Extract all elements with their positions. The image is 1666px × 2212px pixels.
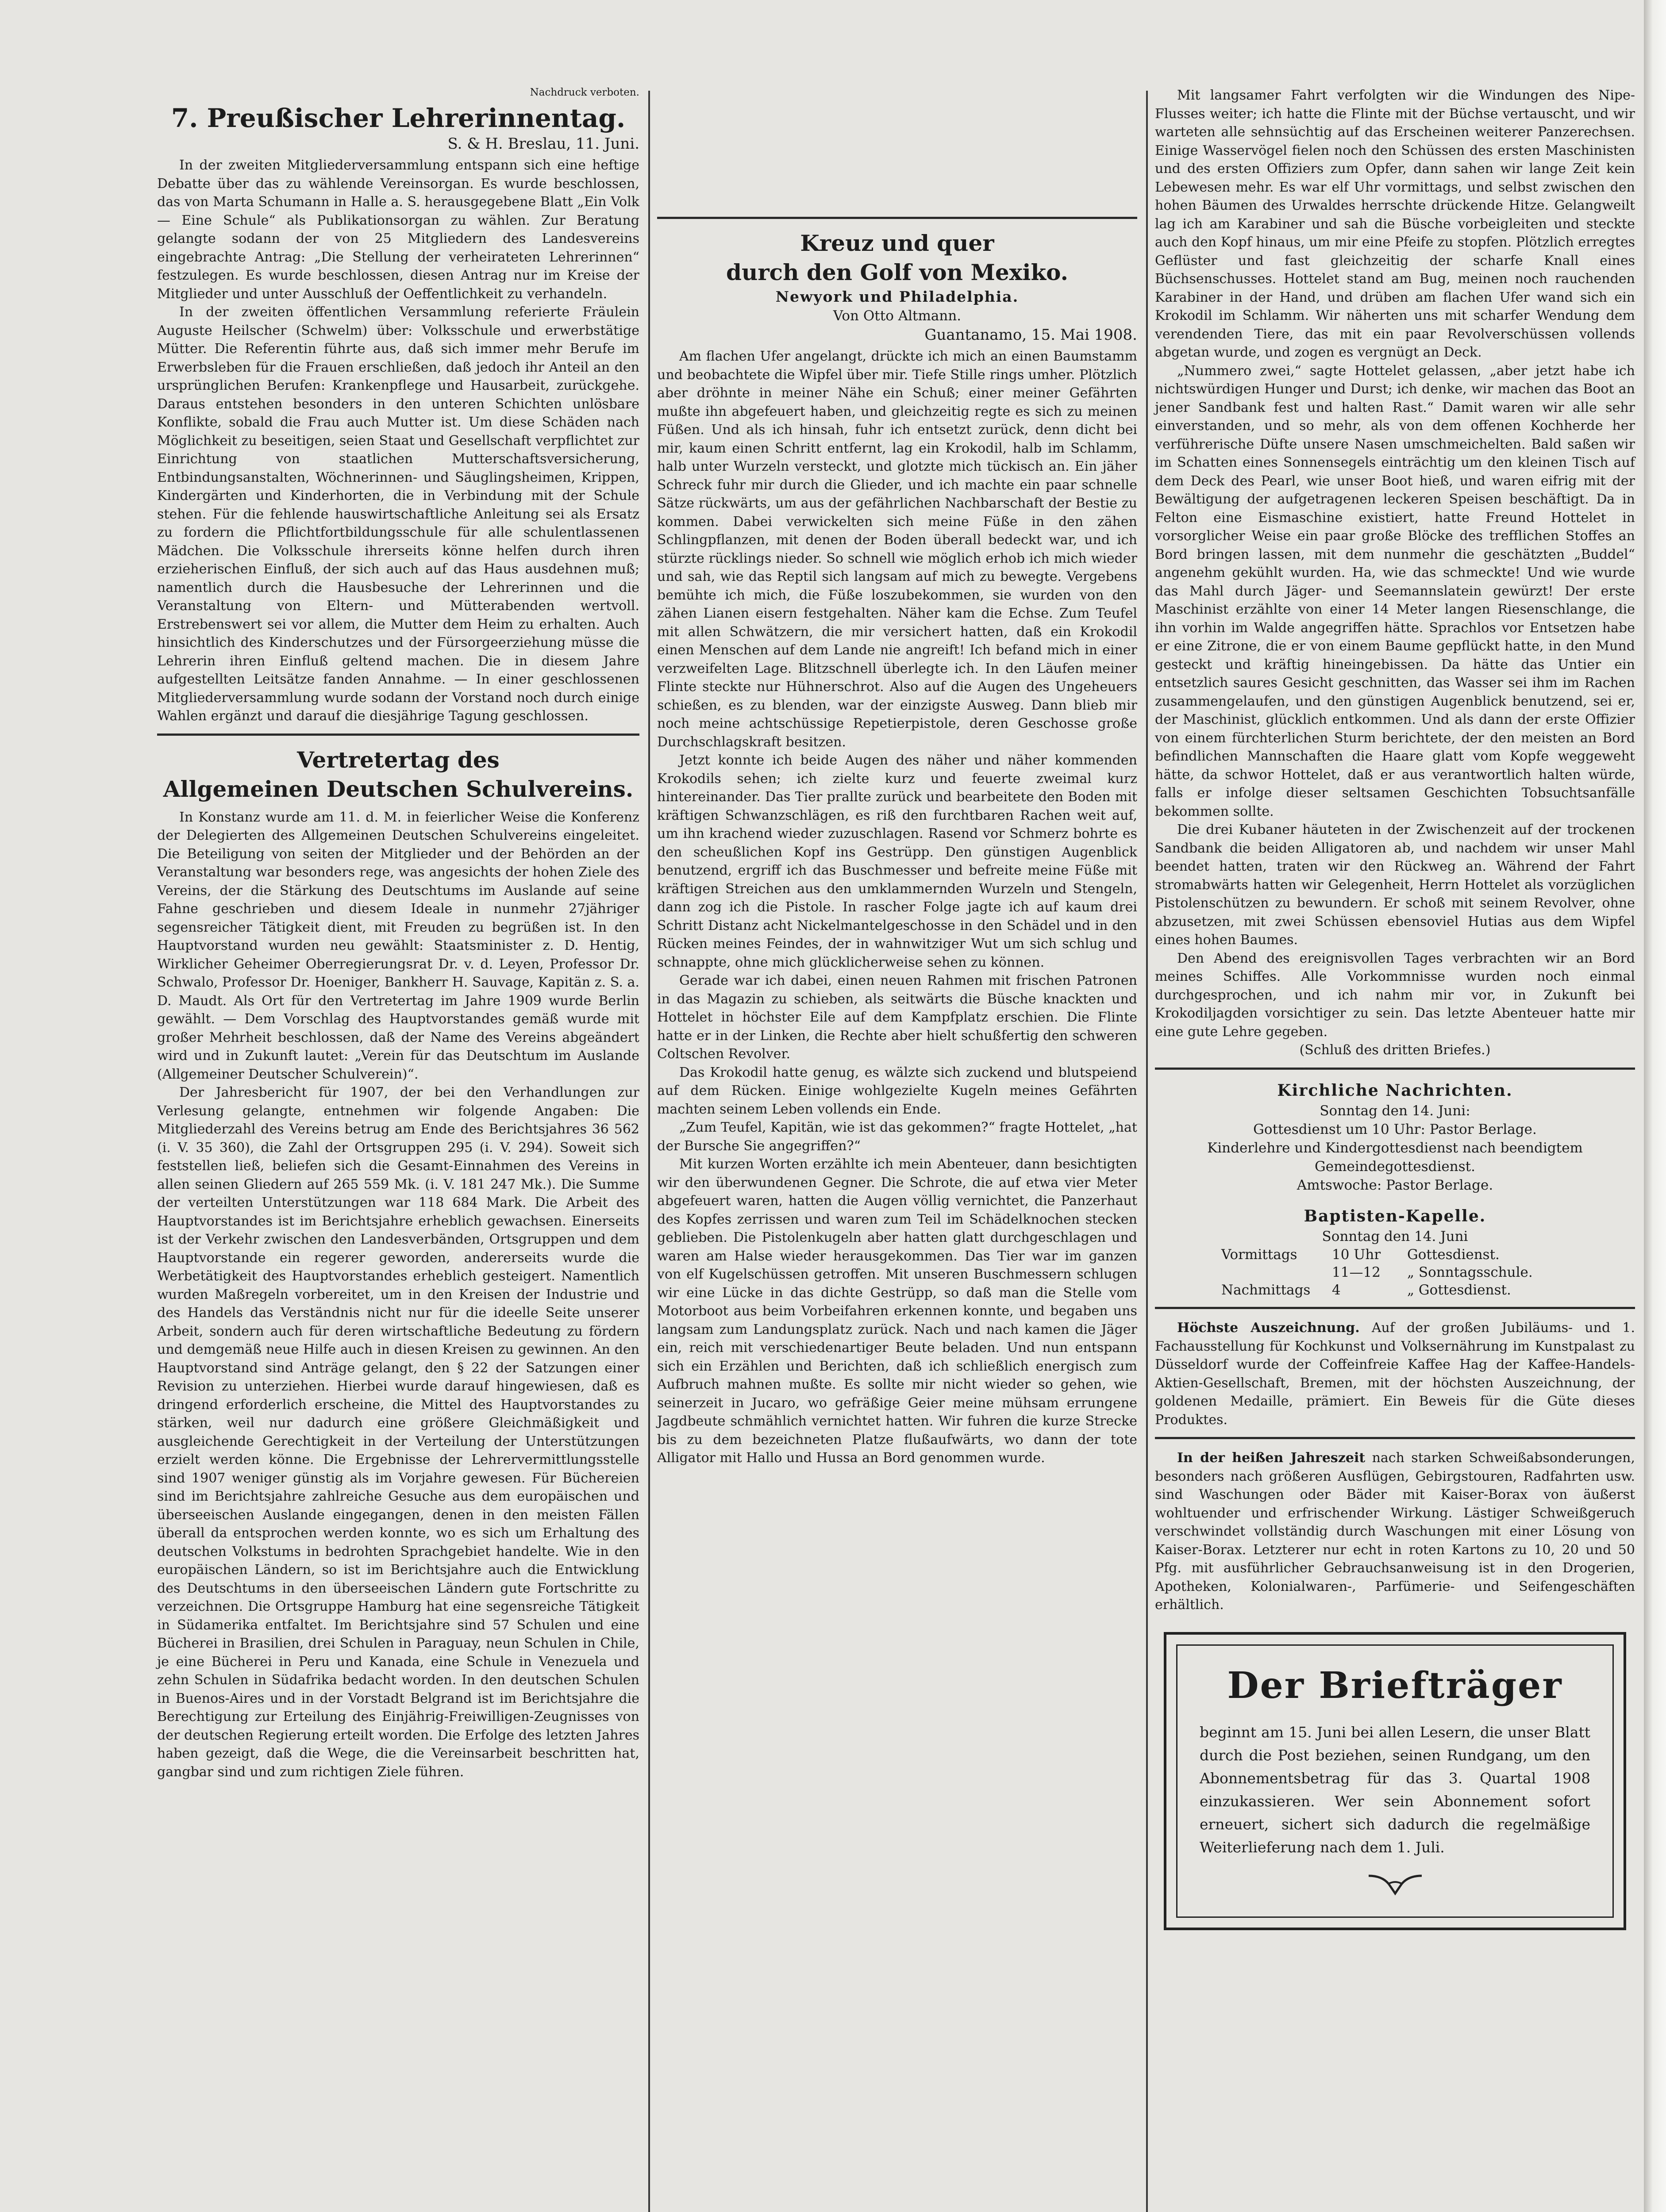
section-divider bbox=[157, 733, 639, 736]
schedule-event: „ Sonntagsschule. bbox=[1407, 1264, 1533, 1280]
schedule-label bbox=[1221, 1263, 1332, 1281]
ad-kaiser-borax bbox=[1155, 1449, 1635, 1614]
article3-dateline: Guantanamo, 15. Mai 1908. bbox=[924, 326, 1137, 344]
column-2 bbox=[657, 86, 1137, 1467]
article3-byline: Von Otto Altmann. bbox=[833, 308, 962, 324]
ad-kaffee-hag bbox=[1155, 1319, 1635, 1429]
church-line: Amtswoche: Pastor Berlage. bbox=[1297, 1177, 1493, 1193]
article3-paragraph: Mit langsamer Fahrt verfolgten wir die Windungen des Nipe-Flusses weiter; ich hatte die Flinte mit der Büchse vertauscht, und wir warteten alle sehnsüchtig auf das Erscheinen weiterer Panzerechsen. Einige Wasservögel fielen noch den Schüssen des ersten Maschinisten und des ersten Offiziers zum Opfer, dann sahen wir lange Zeit kein Lebewesen mehr. Es war elf Uhr vormittags, und selbst zwischen den hohen Bäumen des Urwaldes herrschte drückende Hitze. Gelangweilt lag ich am Karabiner und sah die Büsche vorbeigleiten und steckte auch den Kopf hinaus, um mir eine Pfeife zu stopfen. Plötzlich erregtes Geflüster und fast gleichzeitig der scharfe Knall eines Büchsenschusses. Hottelet stand am Bug, meinen noch rauchenden Karabiner in der Hand, und drüben am flachen Ufer wand sich ein Krokodil im Schlamm. Wir näherten uns mit scharfer Wendung dem verendenden Tiere, das mit ein paar Revolverschüssen vollends abgetan wurde, und zogen es vergnügt an Deck. bbox=[1155, 88, 1635, 360]
ad-lead: In der heißen Jahreszeit bbox=[1177, 1450, 1366, 1466]
article3-paragraph: Am flachen Ufer angelangt, drückte ich mich an einen Baumstamm und beobachtete die Wipfel über mir. Tiefe Stille rings umher. Plötzlich aber dröhnte in meiner Nähe ein Schuß; einer meiner Gefährten mußte ihn abgefeuert haben, und gleichzeitig regte es sich zu meinen Füßen. Und als ich hinsah, fuhr ich entsetzt zurück, denn dicht bei mir, kaum einen Schritt entfernt, lag ein Krokodil, halb im Schlamm, halb unter Wurzeln versteckt, und glotzte mich tückisch an. Ein jäher Schreck fuhr mir durch die Glieder, und ich machte ein paar schnelle Sätze rückwärts, um aus der gefährlichen Nachbarschaft der Bestie zu kommen. Dabei verwickelten sich meine Füße in den zähen Schlingpflanzen, mit denen der Boden überall bedeckt war, und ich stürzte rücklings nieder. So schnell wie möglich erhob ich mich wieder und sah, wie das Reptil sich langsam auf mich zu bewegte. Vergebens bemühte ich mich, die Füße loszubekommen, sie wurden von den zähen Lianen eisern festgehalten. Näher kam die Echse. Zum Teufel mit allen Schwätzern, die mir versichert hatten, daß ein Krokodil einen Menschen auf dem Lande nie angreift! Ich befand mich in einer verzweifelten Lage. Blitzschnell überlegte ich. In den Läufen meiner Flinte steckte nur Hühnerschrot. Also auf die Augen des Ungeheuers schießen, es zu blenden, war der einzigste Ausweg. Dann blieb mir noch meine achtschüssige Repetierpistole, deren Geschosse große Durchschlagskraft besitzen. bbox=[657, 349, 1137, 750]
article2-paragraph: In Konstanz wurde am 11. d. M. in feierlicher Weise die Konferenz der Delegierten des Allgemeinen Deutschen Schulvereins eingeleitet. Die Beteiligung von seiten der Mitglieder und der Behörden an der Veranstaltung war besonders rege, was angesichts der hohen Ziele des Vereins, der die Stärkung des Deutschtums im Auslande auf seine Fahne geschrieben und diesem Ideale in nunmehr 27jähriger segensreicher Tätigkeit dient, mit Freuden zu begrüßen ist. In den Hauptvorstand wurden neu gewählt: Staatsminister z. D. Hentig, Wirklicher Geheimer Oberregierungsrat Dr. v. d. Leyen, Professor Dr. Schwalo, Professor Dr. Hoeniger, Bankherr H. Sauvage, Kapitän z. S. a. D. Maudt. Als Ort für den Vertretertag im Jahre 1909 wurde Berlin gewählt. — Dem Vorschlag des Hauptvorstandes gemäß wurde mit großer Mehrheit beschlossen, daß der Name des Vereins abgeändert wird und in Zukunft lautet: „Verein für das Deutschtum im Auslande (Allgemeiner Deutscher Schulverein)“. bbox=[157, 809, 639, 1082]
article1-dateline: S. & H. Breslau, 11. Juni. bbox=[447, 135, 639, 153]
article3-paragraph: Das Krokodil hatte genug, es wälzte sich zuckend und blutspeiend auf dem Rücken. Einige wohlgezielte Kugeln meines Gefährten machten seinem Leben vollends ein Ende. bbox=[657, 1064, 1137, 1117]
column-rule bbox=[648, 91, 650, 2212]
schedule-time: 11—12 bbox=[1332, 1264, 1381, 1280]
article2-paragraph: Der Jahresbericht für 1907, der bei den Verhandlungen zur Verlesung gelangte, entnehmen wir folgende Angaben: Die Mitgliederzahl des Vereins betrug am Ende des Berichtsjahres 36 562 (i. V. 35 360), die Zahl der Ortsgruppen 295 (i. V. 294). Soweit sich feststellen ließ, beliefen sich die Gesamt-Einnahmen des Vereins in allen seinen Gliedern auf 265 559 Mk. (i. V. 181 247 Mk.). Die Summe der verteilten Unterstützungen war 118 684 Mark. Die Arbeit des Hauptvorstandes ist im Berichtsjahre erheblich gewachsen. Einerseits ist der Verkehr zwischen den Landesverbänden, Ortsgruppen und dem Hauptvorstande ein regerer geworden, andererseits wurde die Werbetätigkeit des Hauptvorstandes erheblich gesteigert. Namentlich wurden Maßregeln vorbereitet, um in den Kreisen der Industrie und des Handels das Verständnis nicht nur für die ideelle Seite unserer Arbeit, sondern auch für deren wirtschaftliche Bedeutung zu fördern und demgemäß neue Hilfe auch in diesen Kreisen zu gewinnen. An den Hauptvorstand sind Anträge gelangt, den § 22 der Satzungen einer Revision zu unterziehen. Hierbei wurde darauf hingewiesen, daß es dringend erforderlich erscheine, die Mittel des Hauptvorstandes zu stärken, weil nur dadurch eine größere Gleichmäßigkeit und ausgleichende Gerechtigkeit in der Verteilung der Unterstützungen erzielt werden könne. Die Ergebnisse der Lehrervermittlungsstelle sind 1907 weniger günstig als im Vorjahre gewesen. Für Büchereien sind im Berichtsjahre zahlreiche Gesuche aus dem europäischen und überseeischen Auslande eingegangen, denen in den meisten Fällen überall da entsprochen werden konnte, wo es sich um Erhaltung des deutschen Volkstums in bedrohten Sprachgebiet handelte. Wie in den europäischen Ländern, so ist im Berichtsjahre auch die Entwicklung des Deutschtums in den überseeischen Ländern gute Fortschritte zu verzeichnen. Die Ortsgruppe Hamburg hat eine segensreiche Tätigkeit in Südamerika entfaltet. Im Berichtsjahre sind 57 Schulen und eine Bücherei in Brasilien, drei Schulen in Paraguay, neun Schulen in Chile, je eine Bücherei in Peru und Kanada, eine Schule in Venezuela und zehn Schulen in Südafrika bedacht worden. In den deutschen Schulen in Buenos-Aires und in der Vorstadt Belgrand ist im Berichtsjahre die Berechtigung zur Erteilung des Einjährig-Freiwilligen-Zeugnisses von der deutschen Regierung erteilt worden. Die Erfolge des letzten Jahres haben gezeigt, daß die Wege, die die Vereinsarbeit beschritten hat, gangbar sind und zum richtigen Ziele führen. bbox=[157, 1085, 639, 1780]
column-3 bbox=[1155, 86, 1635, 1930]
ad-lead: Höchste Auszeichnung. bbox=[1177, 1320, 1360, 1336]
article2-title-line1: Vertretertag des bbox=[297, 746, 500, 773]
ad-text: nach starken Schweißabsonderungen, besonders nach größeren Ausflügen, Gebirgstouren, Radfahrten usw. sind Waschungen oder Bäder mit Kaiser-Borax von äußerst wohltuender und erfrischender Wirkung. Lästiger Schweißgeruch verschwindet vollständig durch Waschungen mit einer Lösung von Kaiser-Borax. Letzterer nur echt in roten Kartons zu 10, 20 und 50 Pfg. mit ausführlicher Gebrauchsanweisung ist in den Drogerien, Apotheken, Kolonialwaren-, Parfümerie- und Seifengeschäften erhältlich. bbox=[1155, 1450, 1635, 1613]
church-notices-title: Kirchliche Nachrichten. bbox=[1277, 1081, 1513, 1100]
article3-title-line2: durch den Golf von Mexiko. bbox=[726, 259, 1068, 285]
article1-paragraph: In der zweiten öffentlichen Versammlung referierte Fräulein Auguste Heilscher (Schwelm) über: Volksschule und erwerbstätige Mütter. Die Referentin führte aus, daß sich immer mehr Berufe im Erwerbsleben für die Frauen erschließen, daß jedoch ihr Anteil an den ursprünglichen Berufen: Krankenpflege und Hausarbeit, zurückgehe. Daraus entstehen besonders in den unteren Schichten unlösbare Konflikte, sobald die Frau auch Mutter ist. Um diese Schäden nach Möglichkeit zu beseitigen, seien Staat und Gesellschaft verpflichtet zur Einrichtung von staatlichen Mutterschaftsversicherung, Entbindungsanstalten, Wöchnerinnen- und Säuglingsheimen, Krippen, Kindergärten und Kinderhorten, die in Verbindung mit der Schule stehen. Für die fehlende hauswirtschaftliche Anleitung sei als Ersatz zu fordern die Pflichtfortbildungsschule für alle schulentlassenen Mädchen. Die Volksschule ihrerseits könne helfen durch ihren erzieherischen Einfluß, der sich auch auf das Haus ausdehnen muß; namentlich durch die Hausbesuche der Lehrerinnen und die Veranstaltung von Eltern- und Mütterabenden wertvoll. Erstrebenswert sei vor allem, die Mutter dem Heim zu erhalten. Auch hinsichtlich des Kinderschutzes und der Fürsorgeerziehung müsse die Lehrerin ihren Einfluß geltend machen. Die in diesem Jahre aufgestellten Leitsätze fanden Annahme. — In einer geschlossenen Mitgliederversammlung wurde sodann der Vorstand noch durch einige Wahlen ergänzt und darauf die diesjährige Tagung geschlossen. bbox=[157, 304, 639, 724]
article3-closing: (Schluß des dritten Briefes.) bbox=[1299, 1042, 1491, 1058]
section-divider bbox=[1155, 1307, 1635, 1309]
article3-paragraph: Mit kurzen Worten erzählte ich mein Abenteuer, dann besichtigten wir den überwundenen Gegner. Die Schrote, die auf etwa vier Meter abgefeuert waren, hatten die Augen völlig vernichtet, die Panzerhaut des Kopfes zerrissen und waren zum Teil im Schädelknochen stecken geblieben. Die Pistolenkugeln aber hatten glatt durchgeschlagen und waren am Halse wieder herausgekommen. Das Tier war im ganzen von elf Kugelschüssen getroffen. Mit unseren Buschmessern schlugen wir eine Lücke in das dichte Gestrüpp, so daß man die Stelle vom Motorboot aus beim Vorbeifahren erkennen konnte, und begaben uns langsam zum Landungsplatz zurück. Nach und nach kamen die Jäger ein, reich mit verschiedenartiger Beute beladen. Und nun entspann sich ein Erzählen und Berichten, daß ich schließlich energisch zum Aufbruch mahnen mußte. Es sollte mir nicht wieder so gehen, wie seinerzeit in Jucaro, wo gefräßige Geier meine mühsam errungene Jagdbeute schmählich vernichtet hatten. Wir fuhren die kurze Strecke bis zu dem bezeichneten Platze flußaufwärts, wo dann der tote Alligator mit Hallo und Hussa an Bord genommen wurde. bbox=[657, 1156, 1137, 1466]
article3-paragraph: Die drei Kubaner häuteten in der Zwischenzeit auf der trockenen Sandbank die beiden Alligatoren ab, und nachdem wir unser Mahl beendet hatten, traten wir den Rückweg an. Während der Fahrt stromabwärts hatten wir Gelegenheit, Herrn Hottelet als vorzüglichen Pistolenschützen zu bewundern. Er schoß mit seinem Revolver, ohne abzusetzen, mit zwei Schüssen ebensoviel Hutias aus dem Wipfel eines hohen Baumes. bbox=[1155, 822, 1635, 948]
schedule-label: Nachmittags bbox=[1221, 1282, 1311, 1298]
church-line: Gottesdienst um 10 Uhr: Pastor Berlage. bbox=[1253, 1121, 1537, 1137]
schedule-event: „ Gottesdienst. bbox=[1407, 1282, 1511, 1298]
baptist-schedule bbox=[1155, 1246, 1635, 1299]
reprint-note: Nachdruck verboten. bbox=[530, 87, 639, 98]
article3-paragraph: Gerade war ich dabei, einen neuen Rahmen mit frischen Patronen in das Magazin zu schieben, als seitwärts die Büsche knackten und Hottelet in höchster Eile auf dem Kampfplatz erschien. Die Flinte hatte er in der Linken, die Rechte aber hielt schußfertig den schweren Coltschen Revolver. bbox=[657, 973, 1137, 1062]
briefträger-box-inner bbox=[1176, 1644, 1614, 1918]
church-line: Kinderlehre und Kindergottesdienst nach beendigtem Gemeindegottesdienst. bbox=[1207, 1140, 1583, 1175]
article2-title-line2: Allgemeinen Deutschen Schulvereins. bbox=[163, 776, 634, 802]
briefträger-text: beginnt am 15. Juni bei allen Lesern, die unser Blatt durch die Post beziehen, seinen Rundgang, um den Abonnementsbetrag für das 3. Quartal 1908 einzukassieren. Wer sein Abonnement sofort erneuert, sichert sich dadurch die regelmäßige Weiterlieferung nach dem 1. Juli. bbox=[1200, 1723, 1590, 1856]
baptist-chapel-title: Baptisten-Kapelle. bbox=[1304, 1207, 1486, 1225]
briefträger-box bbox=[1164, 1632, 1626, 1930]
schedule-time: 10 Uhr bbox=[1332, 1247, 1381, 1263]
column-1 bbox=[157, 86, 639, 1781]
church-date: Sonntag den 14. Juni: bbox=[1320, 1103, 1470, 1119]
article3-paragraph: Den Abend des ereignisvollen Tages verbrachten wir an Bord meines Schiffes. Alle Vorkommnisse wurden noch einmal durchgesprochen, und ich nahm mir vor, in Zukunft bei Krokodiljagden vorsichtiger zu sein. Das letzte Abenteuer hatte mir eine gute Lehre gegeben. bbox=[1155, 950, 1635, 1040]
section-divider bbox=[657, 217, 1137, 219]
schedule-time: 4 bbox=[1332, 1282, 1341, 1298]
article1-paragraph: In der zweiten Mitgliederversammlung entspann sich eine heftige Debatte über das zu wählende Vereinsorgan. Es wurde beschlossen, das von Marta Schumann in Halle a. S. herausgegebene Blatt „Ein Volk — Eine Schule“ als Publikationsorgan zu wählen. Zur Beratung gelangte sodann der von 25 Mitgliedern des Landesvereins eingebrachte Antrag: „Die Stellung der verheirateten Lehrerinnen“ festzulegen. Es wurde beschlossen, diesen Antrag nur im Kreise der Mitglieder und unter Ausschluß der Oeffentlichkeit zu verhandeln. bbox=[157, 157, 639, 302]
article3-title-line1: Kreuz und quer bbox=[800, 230, 994, 256]
article3-paragraph: „Zum Teufel, Kapitän, wie ist das gekommen?“ fragte Hottelet, „hat der Bursche Sie angegriffen?“ bbox=[657, 1120, 1137, 1154]
article3-paragraph: Jetzt konnte ich beide Augen des näher und näher kommenden Krokodils sehen; ich zielte kurz und feuerte zweimal kurz hintereinander. Das Tier prallte zurück und bearbeitete den Boden mit kräftigen Schwanzschlägen, es riß den furchtbaren Rachen weit auf, um ihn krachend wieder zuzuschlagen. Rasend vor Schmerz bohrte es den scheußlichen Kopf ins Gestrüpp. Den günstigen Augenblick benutzend, ergriff ich das Buschmesser und befreite meine Füße mit kräftigen Streichen aus den umklammernden Wurzeln und Stengeln, dann zog ich die Pistole. In rascher Folge jagte ich auf kaum drei Schritt Distanz acht Nickelmantelgeschosse in den Schädel und in den Rücken meines Feindes, der in wahnwitziger Wut um sich schlug und schnappte, ohne mich glücklicherweise sehen zu können. bbox=[657, 753, 1137, 970]
baptist-date: Sonntag den 14. Juni bbox=[1322, 1229, 1468, 1244]
article3-paragraph: „Nummero zwei,“ sagte Hottelet gelassen, „aber jetzt habe ich nichtswürdigen Hunger und Durst; ich denke, wir machen das Boot an jener Sandbank fest und halten Rast.“ Damit waren wir alle sehr einverstanden, und so mehr, als von dem offenen Kochherde her verführerische Düfte unsere Nasen umschmeichelten. Bald saßen wir im Schatten eines Sonnensegels einträchtig um den kleinen Tisch auf dem Deck des Pearl, wie unser Boot hieß, und waren eifrig mit der Bewältigung der aufgetragenen leckeren Speisen beschäftigt. Da in Felton eine Eismaschine existiert, hatte Freund Hottelet in vorsorglicher Weise ein paar große Blöcke des trefflichen Stoffes an Bord bringen lassen, mit dem nunmehr die geschätzten „Buddel“ angenehm gekühlt wurden. Ha, wie das schmeckte! Und wie wurde das Mahl durch Jäger- und Seemannslatein gewürzt! Der erste Maschinist erzählte von einer 14 Meter langen Riesenschlange, die ihn vorhin im Walde angegriffen hätte. Sprachlos vor Entsetzen habe er eine Zitrone, die er von einem Baume gepflückt hatte, in den Mund gesteckt und kräftig hineingebissen. Da hätte das Untier ein entsetzlich saures Gesicht geschnitten, das Wasser sei ihm im Rachen zusammengelaufen, und den günstigen Augenblick benutzend, sei er, der Maschinist, glücklich entkommen. Und als dann der erste Offizier von einem fürchterlichen Sturm berichtete, der den meisten an Bord befindlichen Mannschaften die Haare glatt vom Kopfe weggeweht hätte, da schwor Hottelet, daß er aus verantwortlich halten würde, falls er infolge dieser seltsamen Geschichten Tobsuchtsanfälle bekommen sollte. bbox=[1155, 363, 1635, 819]
ornament-icon bbox=[1200, 1870, 1590, 1899]
briefträger-title: Der Briefträger bbox=[1227, 1664, 1563, 1707]
section-divider bbox=[1155, 1068, 1635, 1070]
spacer bbox=[1155, 1194, 1635, 1205]
column-rule bbox=[1146, 91, 1148, 2212]
schedule-label: Vormittags bbox=[1221, 1247, 1297, 1263]
page-edge bbox=[1644, 0, 1666, 2212]
section-divider bbox=[1155, 1437, 1635, 1439]
article1-title: 7. Preußischer Lehrerinnentag. bbox=[171, 103, 626, 133]
schedule-event: Gottesdienst. bbox=[1407, 1247, 1500, 1263]
ad-text: Auf der großen Jubiläums- und 1. Fachausstellung für Kochkunst und Volksernährung im Kunstpalast zu Düsseldorf wurde der Coffeinfreie Kaffee Hag der Kaffee-Handels-Aktien-Gesellschaft, Bremen, mit der höchsten Auszeichnung, der goldenen Medaille, prämiert. Ein Beweis für die Güte dieses Produktes. bbox=[1155, 1320, 1635, 1428]
article3-subtitle: Newyork und Philadelphia. bbox=[775, 288, 1019, 305]
